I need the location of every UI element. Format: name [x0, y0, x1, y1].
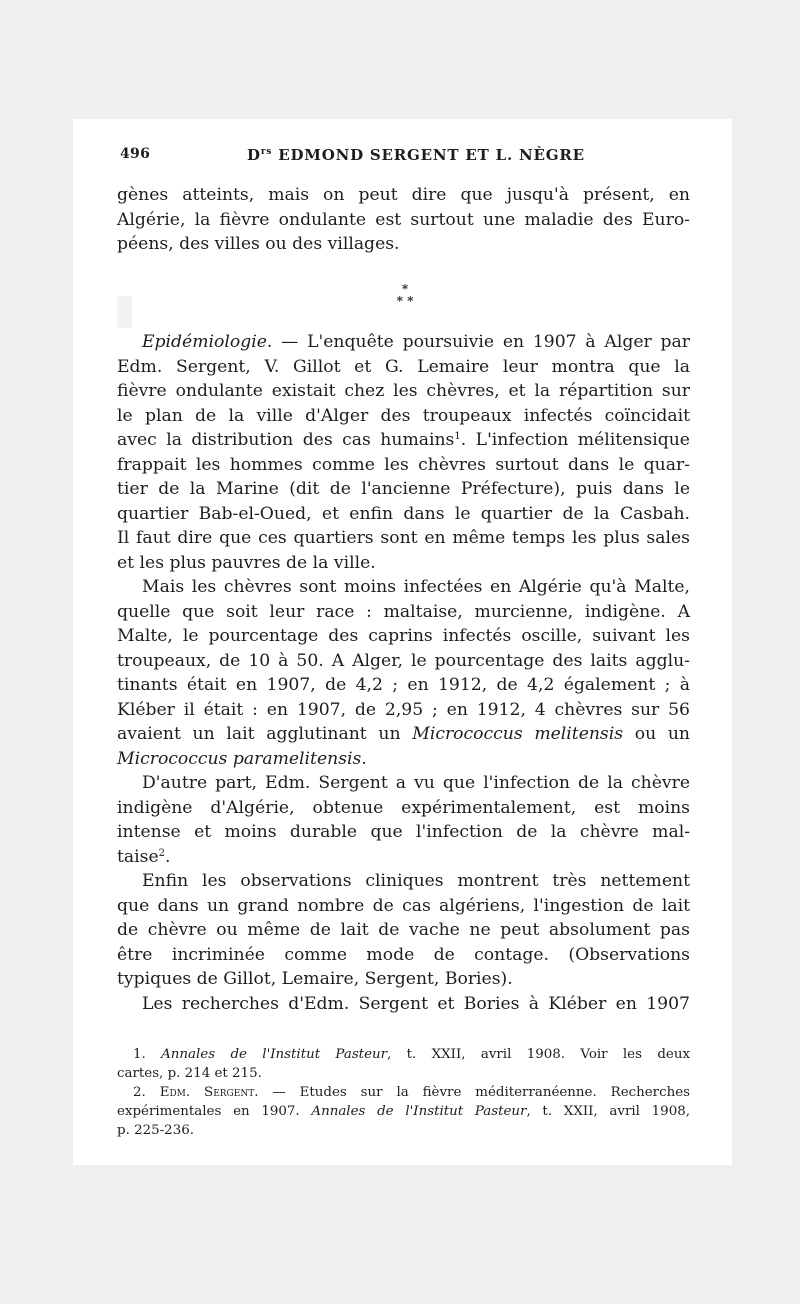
species-name: Micrococcus melitensis	[412, 724, 624, 744]
footnote-number: 1.	[133, 1047, 146, 1062]
page-number: 496	[120, 146, 151, 162]
text-line: intense et moins durable que l'infection de la chèvre mal-	[117, 822, 690, 842]
footnote-ref[interactable]: 2	[158, 847, 166, 859]
separator-bottom: * *	[396, 294, 414, 308]
running-title-sup: rs	[260, 147, 273, 157]
section-epidemiologie	[117, 330, 690, 1016]
text-line: être incriminée comme mode de contage. (Observations	[117, 944, 690, 965]
footnote-number: 2.	[133, 1085, 146, 1100]
text-line: Kléber il était : en 1907, de 2,95 ; en 1912, 4 chèvres sur 56	[117, 699, 690, 720]
intro-paragraph	[117, 183, 690, 257]
text-line: frappait les hommes comme les chèvres surtout dans le quar-	[117, 454, 690, 475]
text-span: taise	[117, 846, 159, 867]
footnote-2-line3: p. 225-236.	[117, 1123, 194, 1138]
footnote-author: Edm. Sergent.	[159, 1085, 259, 1100]
text-span: .	[361, 748, 367, 769]
separator-top: *	[401, 282, 409, 296]
text-line: que dans un grand nombre de cas algériens, l'ingestion de lait	[117, 895, 690, 916]
text-span: — L'enquête poursuivie en 1907 à Alger par	[272, 332, 690, 352]
text-line: le plan de la ville d'Alger des troupeaux infectés coïncidait	[117, 405, 690, 426]
running-title-prefix: D	[247, 146, 261, 164]
text-line	[117, 845, 690, 870]
text-span: avaient un lait agglutinant un	[117, 724, 413, 744]
text-line: typiques de Gillot, Lemaire, Sergent, Bories).	[117, 969, 513, 989]
scan-mark	[117, 296, 132, 328]
text-line: troupeaux, de 10 à 50. A Alger, le pourcentage des laits agglu-	[117, 650, 690, 671]
text-line: Edm. Sergent, V. Gillot et G. Lemaire leur montra que la	[117, 356, 690, 377]
page-header	[117, 146, 690, 170]
text-span: expérimentales en 1907.	[117, 1104, 312, 1119]
text-line	[117, 747, 690, 772]
journal-title: Annales de l'Institut Pasteur	[161, 1047, 388, 1062]
running-title	[247, 146, 585, 164]
footnotes	[117, 1045, 690, 1140]
text-line: Il faut dire que ces quartiers sont en même temps les plus sales	[117, 528, 690, 548]
section-title: Epidémiologie.	[142, 332, 273, 352]
text-line: de chèvre ou même de lait de vache ne peut absolument pas	[117, 920, 690, 940]
text-line	[117, 722, 690, 747]
text-line: Enfin les observations cliniques montrent très nettement	[142, 871, 690, 891]
running-title-text: EDMOND SERGENT ET L. NÈGRE	[272, 146, 585, 164]
text-line: gènes atteints, mais on peut dire que jusqu'à présent, en	[117, 185, 690, 205]
text-line: Les recherches d'Edm. Sergent et Bories à Kléber en 1907	[142, 993, 690, 1014]
species-name: Micrococcus paramelitensis	[117, 748, 362, 769]
text-span: , t. XXII, avril 1908,	[526, 1104, 690, 1119]
text-line: quartier Bab-el-Oued, et enfin dans le quartier de la Casbah.	[117, 503, 690, 524]
footnote-2	[117, 1083, 690, 1102]
footnote-2-line2	[117, 1102, 690, 1121]
text-line: tinants était en 1907, de 4,2 ; en 1912, de 4,2 également ; à	[117, 675, 690, 695]
text-line: péens, des villes ou des villages.	[117, 234, 400, 254]
text-line: Algérie, la fièvre ondulante est surtout une maladie des Euro-	[117, 209, 690, 230]
text-line: D'autre part, Edm. Sergent a vu que l'infection de la chèvre	[142, 773, 690, 793]
text-line: Malte, le pourcentage des caprins infectés oscille, suivant les	[117, 626, 690, 646]
text-line: et les plus pauvres de la ville.	[117, 552, 376, 573]
text-line: indigène d'Algérie, obtenue expérimentalement, est moins	[117, 797, 690, 818]
text-span: — Etudes sur la fièvre méditerranéenne. Recherches	[258, 1085, 691, 1100]
footnote-ref[interactable]: 1	[454, 431, 461, 442]
text-span: ou un	[623, 724, 691, 744]
text-line: Mais les chèvres sont moins infectées en Algérie qu'à Malte,	[142, 577, 690, 597]
text-span: avec la distribution des cas humains	[117, 430, 455, 450]
section-separator	[385, 283, 425, 307]
text-line	[117, 330, 690, 355]
text-line: fièvre ondulante existait chez les chèvres, et la répartition sur	[117, 381, 690, 401]
text-span: .	[165, 846, 171, 867]
footnote-1	[117, 1045, 690, 1064]
footnote-1-line2: cartes, p. 214 et 215.	[117, 1066, 262, 1081]
text-span: . L'infection mélitensique	[460, 430, 690, 450]
text-line: quelle que soit leur race : maltaise, murcienne, indigène. A	[117, 601, 690, 622]
journal-title: Annales de l'Institut Pasteur	[311, 1104, 527, 1119]
text-line	[117, 428, 690, 453]
text-line: tier de la Marine (dit de l'ancienne Préfecture), puis dans le	[117, 479, 690, 499]
text-span: , t. XXII, avril 1908. Voir les deux	[387, 1047, 690, 1062]
